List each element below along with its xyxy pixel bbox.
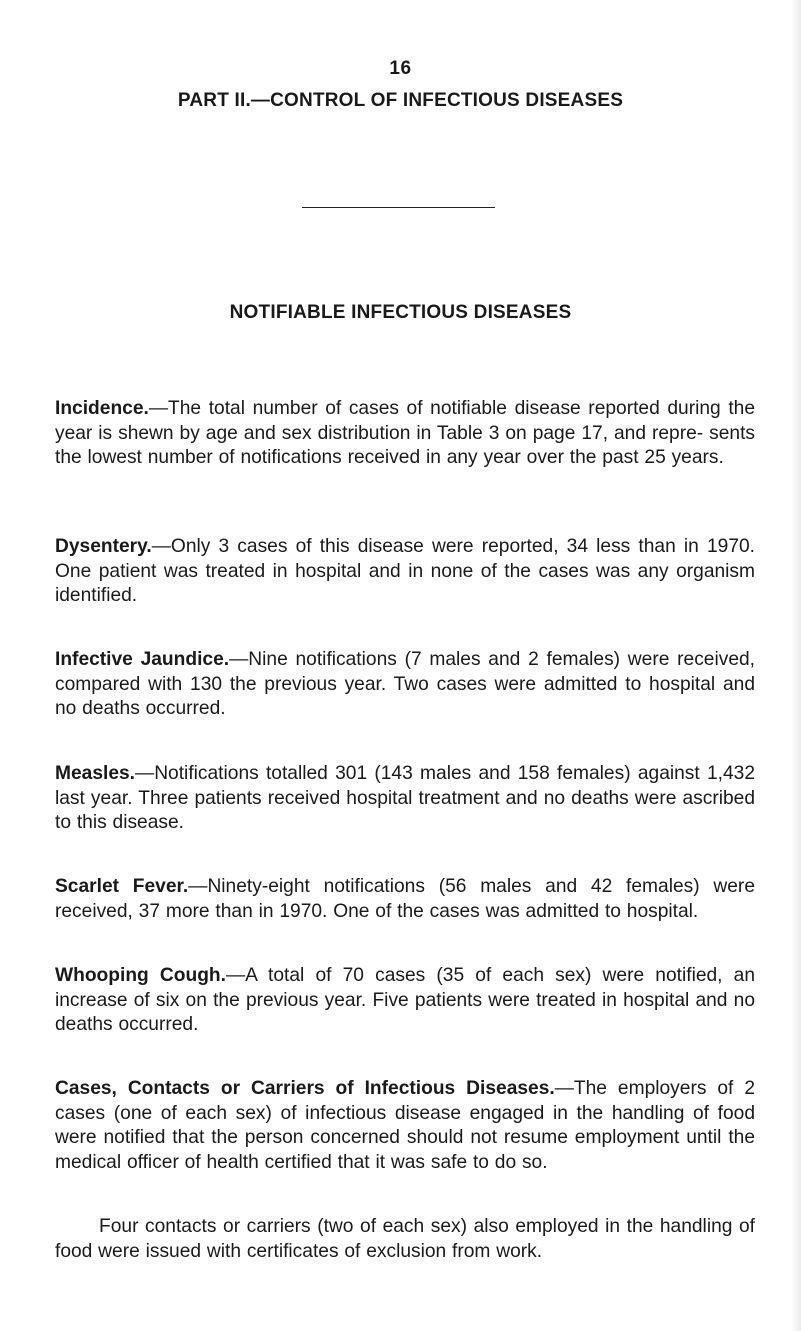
paragraph-text: —Notifications totalled 301 (143 males and 158 females) against 1,432 last year. Three patients received hospital treatment and no deaths were ascribed to this disease.	[55, 763, 755, 833]
paragraph-text: —Nine notifications (7 males and 2 females) were received, compared with 130 the previous year. Two cases were admitted to hospital and no deaths occurred.	[55, 649, 755, 719]
paragraph-text: —The employers of 2 cases (one of each sex) of infectious disease engaged in the handling of food were notified that the person concerned should not resume employment until the medical officer of health certified that it was safe to do so.	[55, 1078, 755, 1173]
paragraph-text: Four contacts or carriers (two of each sex) also employed in the handling of food were issued with certificates of exclusion from work.	[55, 1216, 755, 1262]
paragraph-dysentery	[55, 535, 755, 609]
paragraph-measles	[55, 762, 755, 836]
paragraph-heading: Dysentery.	[55, 536, 152, 557]
paragraph-incidence	[55, 397, 755, 471]
page-edge-shadow	[791, 0, 801, 1331]
horizontal-rule	[302, 207, 495, 208]
paragraph-heading: Scarlet Fever.	[55, 876, 189, 897]
paragraph-heading: Whooping Cough.	[55, 965, 226, 986]
section-title: NOTIFIABLE INFECTIOUS DISEASES	[229, 302, 572, 323]
paragraph-heading: Cases, Contacts or Carriers of Infectious Diseases.	[55, 1078, 555, 1099]
paragraph-text: —The total number of cases of notifiable disease reported during the year is shewn by age and sex distribution in Table 3 on page 17, and repre- sents the lowest number of notifications received in any year over the past 25 years.	[55, 398, 755, 468]
paragraph-heading: Measles.	[55, 763, 136, 784]
page-number: 16	[389, 58, 412, 79]
paragraph-cases-contacts-carriers	[55, 1077, 755, 1175]
paragraph-heading: Incidence.	[55, 398, 149, 419]
part-title: PART II.—CONTROL OF INFECTIOUS DISEASES	[177, 90, 624, 111]
paragraph-text: —Ninety-eight notifications (56 males and 42 females) were received, 37 more than in 1970. One of the cases was admitted to hospital.	[55, 876, 755, 922]
paragraph-heading: Infective Jaundice.	[55, 649, 230, 670]
paragraph-contacts-carriers-exclusion	[55, 1215, 755, 1264]
paragraph-text: —A total of 70 cases (35 of each sex) were notified, an increase of six on the previous year. Five patients were treated in hospital and no deaths occurred.	[55, 965, 755, 1035]
paragraph-text: —Only 3 cases of this disease were reported, 34 less than in 1970. One patient was treated in hospital and in none of the cases was any organism identified.	[55, 536, 755, 606]
paragraph-infective-jaundice	[55, 648, 755, 722]
paragraph-scarlet-fever	[55, 875, 755, 924]
paragraph-whooping-cough	[55, 964, 755, 1038]
